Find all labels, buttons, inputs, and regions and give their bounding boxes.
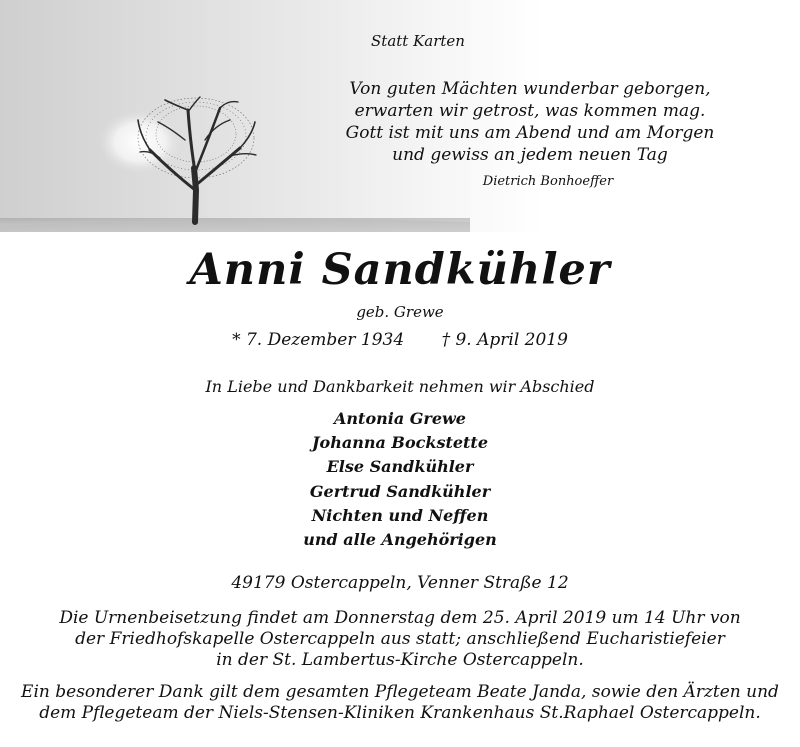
- birth-date: * 7. Dezember 1934: [232, 330, 405, 350]
- birth-name: geb. Grewe: [356, 303, 444, 321]
- bonhoeffer-quote: [300, 78, 760, 166]
- mourner-name: und alle Angehörigen: [303, 530, 497, 550]
- burial-line: in der St. Lambertus-Kirche Ostercappeln.: [216, 650, 584, 670]
- thanks-line: Ein besonderer Dank gilt dem gesamten Pflegeteam Beate Janda, sowie den Ärzten und: [21, 682, 779, 702]
- burial-line: der Friedhofskapelle Ostercappeln aus statt; anschließend Eucharistiefeier: [75, 629, 725, 649]
- thanks-notice: [0, 682, 800, 724]
- mourner-name: Gertrud Sandkühler: [309, 481, 491, 501]
- mourner-name: Nichten und Neffen: [311, 505, 489, 525]
- quote-line: Von guten Mächten wunderbar geborgen,: [349, 79, 711, 99]
- quote-line: Gott ist mit uns am Abend und am Morgen: [345, 123, 715, 143]
- quote-line: erwarten wir getrost, was kommen mag.: [354, 101, 706, 121]
- death-date: † 9. April 2019: [441, 330, 568, 350]
- mourner-name: Antonia Grewe: [334, 409, 466, 428]
- mourners-list: [0, 407, 800, 552]
- thanks-line: dem Pflegeteam der Niels-Stensen-Kliniken Krankenhaus St.Raphael Ostercappeln.: [39, 703, 761, 723]
- burial-line: Die Urnenbeisetzung findet am Donnerstag dem 25. April 2019 um 14 Uhr von: [59, 608, 741, 628]
- mourner-name: Johanna Bockstette: [311, 433, 488, 453]
- mourner-name: Else Sandkühler: [326, 457, 474, 477]
- quote-author: Dietrich Bonhoeffer: [482, 174, 614, 189]
- intro-text: Statt Karten: [371, 32, 465, 50]
- family-address: 49179 Ostercappeln, Venner Straße 12: [231, 573, 569, 593]
- deceased-name: Anni Sandkühler: [189, 245, 611, 295]
- burial-notice: [0, 608, 800, 671]
- quote-line: und gewiss an jedem neuen Tag: [392, 145, 668, 165]
- farewell-text: In Liebe und Dankbarkeit nehmen wir Abschied: [205, 377, 595, 396]
- tree-landscape-image: [0, 0, 800, 232]
- life-dates: [0, 330, 800, 350]
